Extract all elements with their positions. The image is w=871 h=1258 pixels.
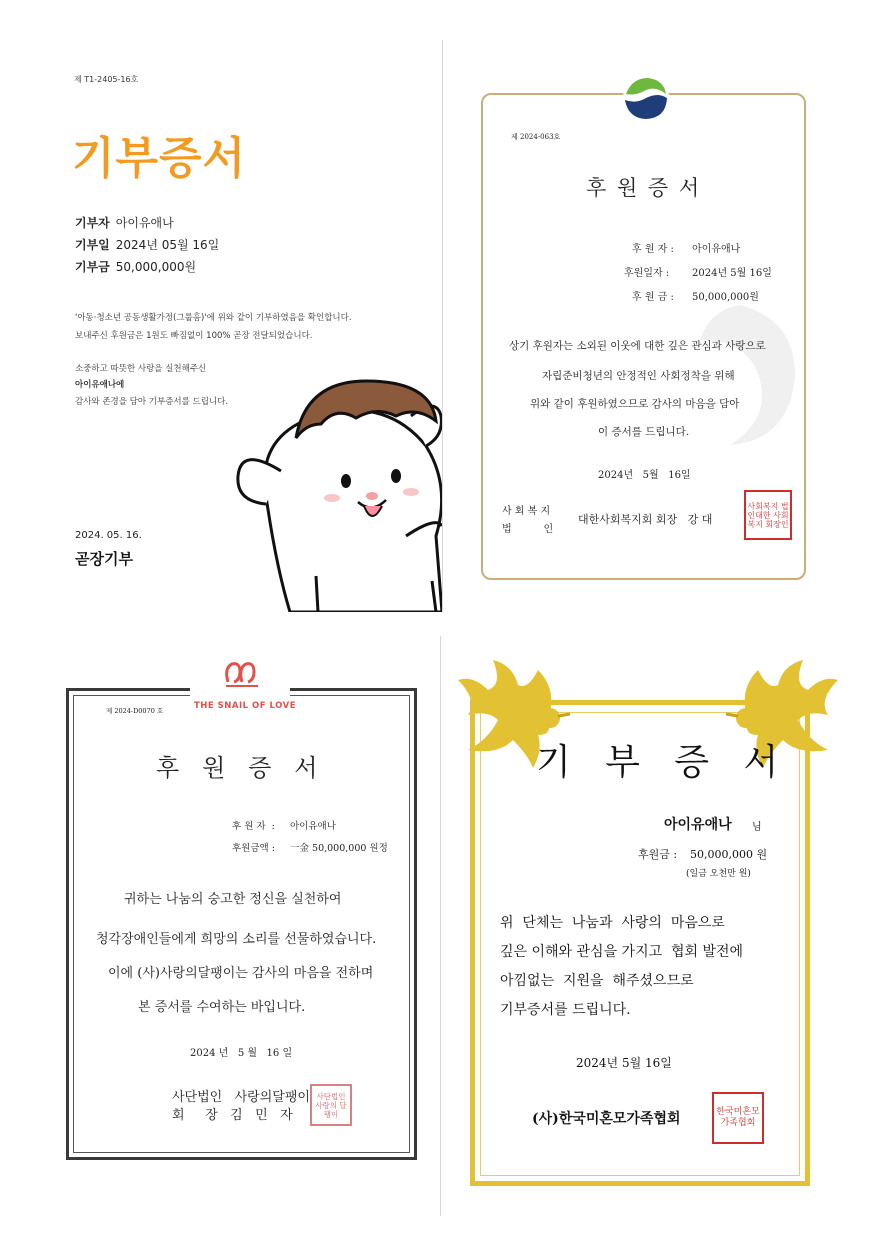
donor-value: 아이유애나 [664,817,732,833]
amount-label: 후원금액 : [232,843,275,854]
org-name: 사단법인 사랑의달팽이 [172,1090,310,1105]
date-label: 후원일자 : [624,268,670,279]
issue-date: 2024년 5월 16일 [576,1056,672,1070]
sponsor-value: 아이유애나 [290,821,336,832]
message-line: 보내주신 후원금은 1원도 빠짐없이 100% 곧장 전달되었습니다. [75,331,313,341]
issue-date: 2024 년 5 월 16 일 [190,1048,293,1059]
amount-label: 후 원 금 : [632,292,674,303]
sponsor-label: 후 원 자 : [632,244,674,255]
donor-suffix: 님 [752,822,762,833]
date-value: 2024년 05월 16일 [115,238,220,252]
sponsor-value: 아이유애나 [692,244,741,255]
date-label: 기부일 [75,238,110,252]
thanks-recipient: 아이유애나에 [75,380,125,390]
cert-number: 제 2024-D0070 호 [106,707,164,715]
org-representative: 회 장 김 민 자 [172,1108,293,1123]
cert-number: 제 2024-063호 [511,133,561,141]
official-seal: 한국미혼모 가족협회 [712,1092,764,1144]
date-value: 2024년 5월 16일 [692,268,772,279]
body-line: 이 증서를 드립니다. [598,426,690,438]
body-line: 기부증서를 드립니다. [500,1002,631,1018]
amount-label: 기부금 [75,260,110,274]
body-line: 위와 같이 후원하였으므로 감사의 마음을 담아 [530,398,740,410]
amount-label: 후원금 : [638,848,678,861]
body-line: 귀하는 나눔의 숭고한 정신을 실천하여 [124,892,342,907]
amount-value: 50,000,000원 [692,292,759,303]
org-name: (사)한국미혼모가족협회 [532,1111,681,1127]
issue-date: 2024. 05. 16. [75,530,142,541]
official-seal: 사단법인 사랑의 달팽이 [310,1084,352,1126]
body-line: 깊은 이해와 관심을 가지고 협회 발전에 [500,944,744,960]
donor-value: 아이유애나 [115,216,174,230]
logo-brand-text: THE SNAIL OF LOVE [194,701,297,711]
body-line: 청각장애인들에게 희망의 소리를 선물하였습니다. [96,932,377,947]
cert-title: 후 원 증 서 [156,754,318,782]
official-seal: 사회복지 법인대한 사회복지 회장인 [744,490,792,540]
org-name: 대한사회복지회 회장 강 대 [578,513,713,526]
cert-number: 제 T1-2405-16호 [74,75,139,84]
cert-title: 기부증서 [72,133,247,184]
issuer-org: 곧장기부 [75,550,133,568]
body-line: 본 증서를 수여하는 바입니다. [138,1000,306,1015]
donor-label: 기부자 [75,216,110,230]
thanks-line: 감사와 존경을 담아 기부증서를 드립니다. [75,397,229,407]
body-line: 아낌없는 지원을 해주셨으므로 [500,973,694,989]
amount-words: (일금 오천만 원) [686,869,751,879]
org-type: 사 회 복 지 [502,506,551,517]
amount-value: 50,000,000 원 [690,848,768,861]
sponsor-label: 후 원 자 : [232,821,275,832]
thanks-line: 소중하고 따뜻한 사랑을 실천해주신 [75,364,207,374]
body-line: 위 단체는 나눔과 사랑의 마음으로 [500,915,725,931]
org-type: 법 인 [502,524,554,535]
body-line: 자립준비청년의 안정적인 사회정착을 위해 [542,370,735,382]
amount-value: 一金 50,000,000 원정 [290,843,388,854]
issue-date: 2024년 5월 16일 [598,470,691,481]
amount-value: 50,000,000원 [115,260,197,274]
cert-title: 기 부 증 서 [536,742,779,783]
body-line: 이에 (사)사랑의달팽이는 감사의 마음을 전하며 [108,966,374,981]
cert-title: 후 원 증 서 [586,176,702,200]
body-line: 상기 후원자는 소외된 이웃에 대한 깊은 관심과 사랑으로 [509,340,766,352]
message-line: '아동·청소년 공동생활가정(그룹홈)'에 위와 같이 기부하였음을 확인합니다. [75,313,352,323]
